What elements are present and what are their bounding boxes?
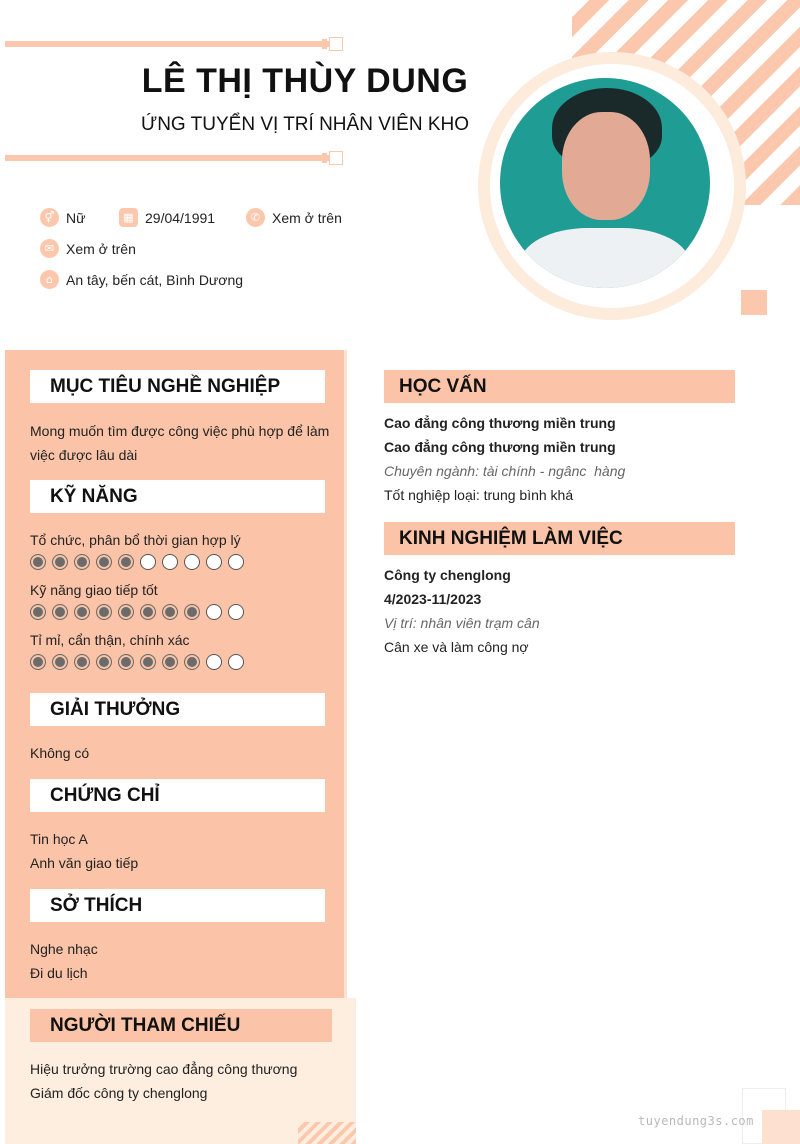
address-info xyxy=(40,270,243,289)
rating-dot-empty xyxy=(228,654,244,670)
education-school: Cao đẳng công thương miền trung xyxy=(384,415,616,431)
rating-dot-filled xyxy=(96,604,112,620)
skill-rating xyxy=(30,604,244,620)
rating-dot-filled xyxy=(52,604,68,620)
rating-dot-filled xyxy=(30,554,46,570)
envelope-icon: ✉ xyxy=(40,239,59,258)
rating-dot-filled xyxy=(184,654,200,670)
address-value: An tây, bến cát, Bình Dương xyxy=(66,271,244,288)
top-rule-marker xyxy=(322,39,327,49)
education-major: Chuyên ngành: tài chính - ngânc hàng xyxy=(384,463,626,479)
calendar-icon: ▦ xyxy=(119,208,138,227)
hobby-item: Nghe nhạc xyxy=(30,941,98,957)
experience-role: Vị trí: nhân viên trạm cân xyxy=(384,615,540,631)
phone-icon: ✆ xyxy=(246,208,265,227)
gender-value: Nữ xyxy=(66,209,86,226)
email-info xyxy=(40,239,136,258)
rating-dot-empty xyxy=(140,554,156,570)
reference-item: Hiệu trưởng trường cao đẳng công thương xyxy=(30,1061,298,1077)
corner-fill-decoration xyxy=(762,1110,800,1144)
rating-dot-filled xyxy=(118,554,134,570)
phone-info xyxy=(246,208,342,227)
certificates-heading: CHỨNG CHỈ xyxy=(30,779,325,812)
education-grade: Tốt nghiệp loại: trung bình khá xyxy=(384,487,574,503)
award-item: Không có xyxy=(30,745,90,761)
rating-dot-filled xyxy=(162,604,178,620)
awards-heading: GIẢI THƯỞNG xyxy=(30,693,325,726)
applied-position: ỨNG TUYỂN VỊ TRÍ NHÂN VIÊN KHO xyxy=(140,114,470,135)
rating-dot-filled xyxy=(184,604,200,620)
rating-dot-filled xyxy=(162,654,178,670)
experience-company: Công ty chenglong xyxy=(384,567,511,583)
education-school-secondary: Cao đẳng công thương miền trung xyxy=(384,439,616,455)
site-watermark: tuyendung3s.com xyxy=(638,1114,754,1128)
hobby-item: Đi du lịch xyxy=(30,965,88,981)
birthdate-value: 29/04/1991 xyxy=(145,209,216,226)
rating-dot-filled xyxy=(74,554,90,570)
home-icon: ⌂ xyxy=(40,270,59,289)
rating-dot-empty xyxy=(228,554,244,570)
left-column-edge xyxy=(344,350,347,1000)
gender-info xyxy=(40,208,85,227)
birthdate-info xyxy=(119,208,215,227)
rating-dot-empty xyxy=(206,554,222,570)
skill-label: Tổ chức, phân bổ thời gian hợp lý xyxy=(30,532,241,548)
rating-dot-filled xyxy=(118,604,134,620)
rating-dot-filled xyxy=(30,604,46,620)
education-heading: HỌC VẤN xyxy=(384,370,735,403)
experience-heading: KINH NGHIỆM LÀM VIỆC xyxy=(384,522,735,555)
gender-icon: ⚥ xyxy=(40,208,59,227)
square-decoration xyxy=(741,290,767,315)
top-rule xyxy=(5,41,330,47)
certificate-item: Anh văn giao tiếp xyxy=(30,855,139,871)
rating-dot-empty xyxy=(228,604,244,620)
rating-dot-filled xyxy=(96,554,112,570)
avatar-photo xyxy=(500,78,710,288)
top-rule-cap xyxy=(329,37,343,51)
rating-dot-empty xyxy=(206,654,222,670)
skills-heading: KỸ NĂNG xyxy=(30,480,325,513)
bottom-rule xyxy=(5,155,330,161)
phone-value: Xem ở trên xyxy=(272,209,342,226)
email-value: Xem ở trên xyxy=(66,240,136,257)
experience-period: 4/2023-11/2023 xyxy=(384,591,482,607)
experience-description: Cân xe và làm công nợ xyxy=(384,639,529,655)
rating-dot-empty xyxy=(162,554,178,570)
rating-dot-filled xyxy=(74,604,90,620)
skill-label: Kỹ năng giao tiếp tốt xyxy=(30,582,158,598)
rating-dot-empty xyxy=(184,554,200,570)
rating-dot-filled xyxy=(52,554,68,570)
rating-dot-filled xyxy=(140,604,156,620)
references-heading: NGƯỜI THAM CHIẾU xyxy=(30,1009,332,1042)
rating-dot-filled xyxy=(52,654,68,670)
reference-item: Giám đốc công ty chenglong xyxy=(30,1085,208,1101)
skill-label: Tỉ mỉ, cẩn thận, chính xác xyxy=(30,632,190,648)
rating-dot-filled xyxy=(140,654,156,670)
objective-line: Mong muốn tìm được công việc phù hợp để làm xyxy=(30,423,330,439)
candidate-name: LÊ THỊ THÙY DUNG xyxy=(141,62,469,100)
hobbies-heading: SỞ THÍCH xyxy=(30,889,325,922)
rating-dot-filled xyxy=(118,654,134,670)
skill-rating xyxy=(30,554,244,570)
certificate-item: Tin học A xyxy=(30,831,88,847)
objective-line: việc được lâu dài xyxy=(30,447,138,463)
rating-dot-empty xyxy=(206,604,222,620)
bottom-rule-cap xyxy=(329,151,343,165)
rating-dot-filled xyxy=(96,654,112,670)
objective-text xyxy=(30,419,340,467)
rating-dot-filled xyxy=(74,654,90,670)
bottom-rule-marker xyxy=(322,153,327,163)
skill-rating xyxy=(30,654,244,670)
objective-heading: MỤC TIÊU NGHỀ NGHIỆP xyxy=(30,370,325,403)
photo-shirt xyxy=(520,228,690,288)
rating-dot-filled xyxy=(30,654,46,670)
references-stripes-decoration xyxy=(298,1122,356,1144)
